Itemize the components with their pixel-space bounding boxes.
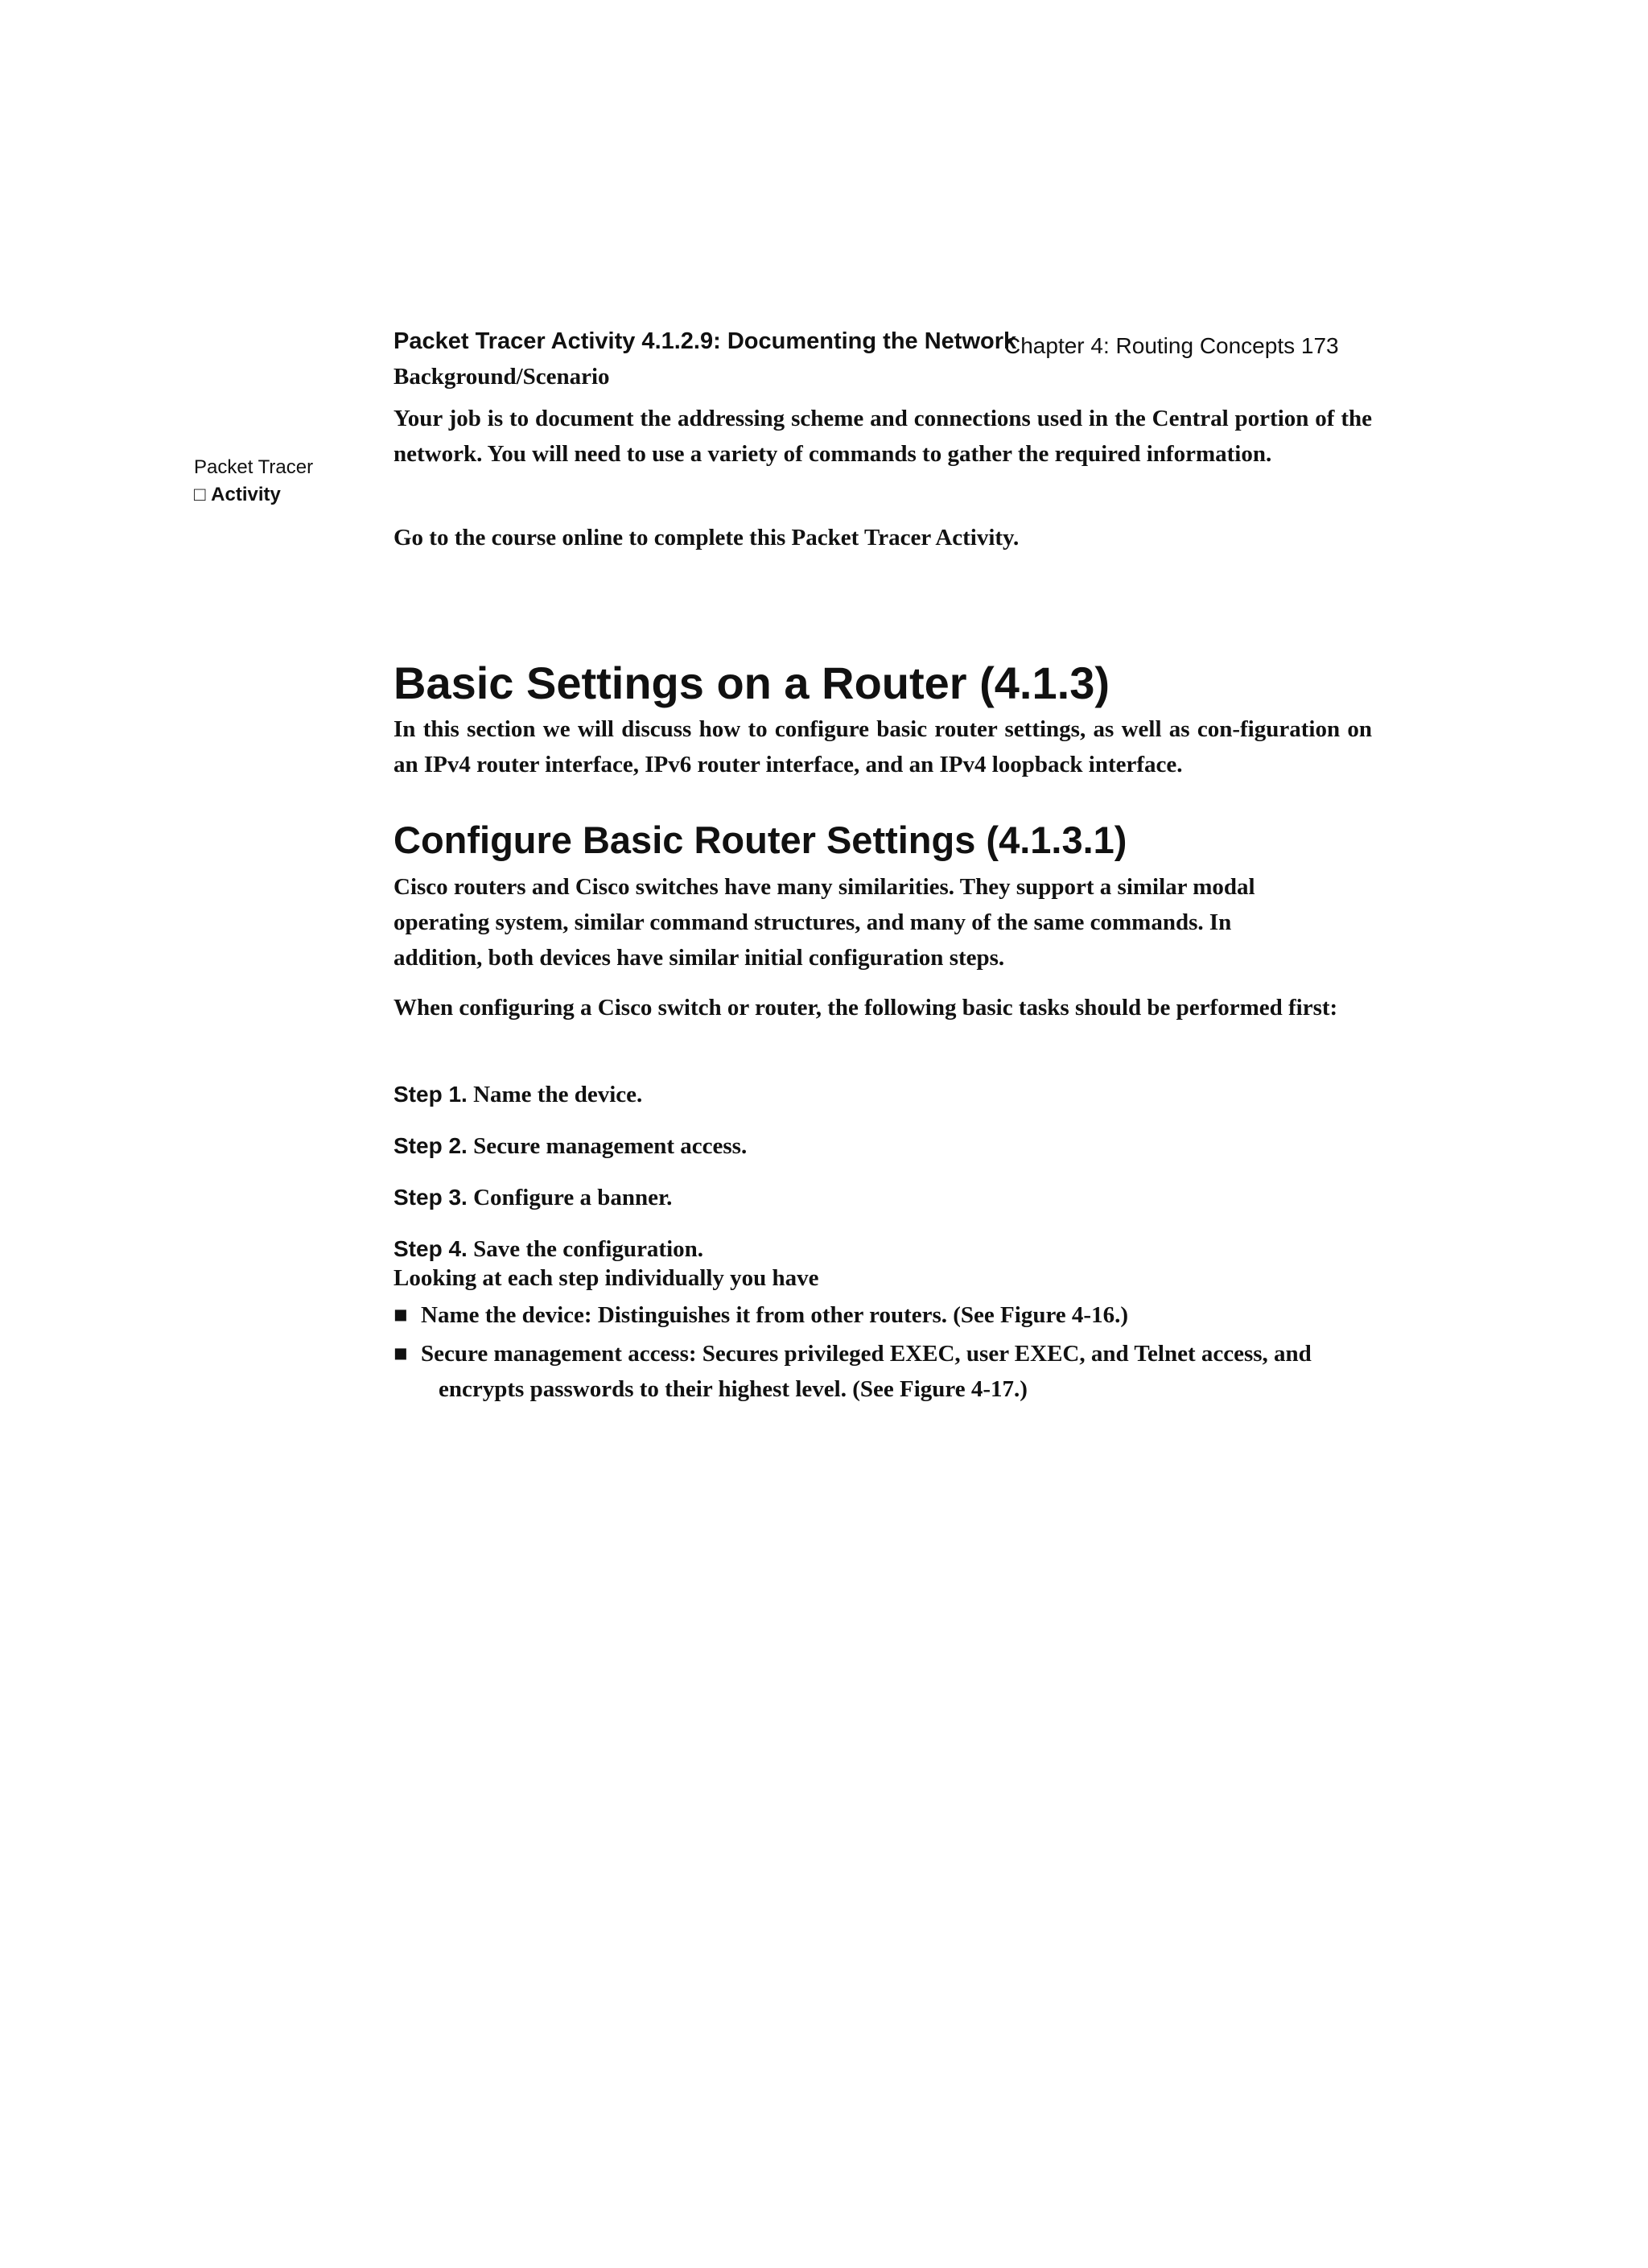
- step-label: Step 4.: [393, 1236, 468, 1261]
- online-paragraph: Go to the course online to complete this Packet Tracer Activity.: [393, 525, 1020, 551]
- chapter-header: Chapter 4: Routing Concepts 173: [1004, 333, 1339, 358]
- tasks-paragraph: When configuring a Cisco switch or router, the following basic tasks should be performed first:: [393, 995, 1338, 1021]
- background-subhead: Background/Scenario: [393, 364, 610, 390]
- margin-note-activity: Activity: [211, 484, 281, 505]
- activity-paragraph: Your job is to document the addressing scheme and connections used in the Central portion of the network. You will need to use a variety of commands to gather the required information.: [393, 406, 1372, 467]
- margin-note-line2: [194, 481, 313, 509]
- section-intro: In this section we will discuss how to configure basic router settings, as well as con-figuration on an IPv4 router interface, IPv6 router interface, and an IPv4 loopback interface.: [393, 716, 1372, 777]
- step-1: [393, 1082, 642, 1108]
- section-heading: Basic Settings on a Router (4.1.3): [393, 658, 1110, 708]
- list-item: [393, 1297, 1372, 1333]
- cisco-line-2: operating system, similar command structures, and many of the same commands. In: [393, 909, 1232, 935]
- looking-paragraph: Looking at each step individually you have: [393, 1265, 819, 1291]
- step-label: Step 3.: [393, 1185, 468, 1210]
- cisco-paragraph: [393, 869, 1372, 975]
- step-text: Secure management access.: [473, 1133, 748, 1159]
- square-bullet-icon: ■: [393, 1302, 408, 1328]
- step-text: Configure a banner.: [473, 1185, 673, 1210]
- bullet-text: Secure management access: Secures privileged EXEC, user EXEC, and Telnet access, and: [421, 1341, 1312, 1367]
- activity-title: Packet Tracer Activity 4.1.2.9: Documenting the Network: [393, 328, 1017, 354]
- step-2: [393, 1133, 747, 1160]
- step-4: [393, 1236, 703, 1263]
- margin-note-line1: Packet Tracer: [194, 456, 314, 478]
- step-text: Name the device.: [473, 1082, 643, 1107]
- activity-box-icon: □: [194, 484, 206, 505]
- step-label: Step 1.: [393, 1082, 468, 1107]
- bullet-list: [393, 1297, 1372, 1410]
- subsection-heading: Configure Basic Router Settings (4.1.3.1): [393, 819, 1127, 861]
- cisco-line-3: addition, both devices have similar initial configuration steps.: [393, 945, 1005, 971]
- list-item: [393, 1336, 1372, 1407]
- step-3: [393, 1185, 672, 1211]
- margin-note: [194, 454, 313, 509]
- bullet-text-continuation: encrypts passwords to their highest level. (See Figure 4-17.): [439, 1376, 1028, 1402]
- bullet-text: Name the device: Distinguishes it from other routers. (See Figure 4-16.): [421, 1302, 1128, 1328]
- step-label: Step 2.: [393, 1133, 468, 1158]
- step-text: Save the configuration.: [473, 1236, 704, 1262]
- square-bullet-icon: ■: [393, 1341, 408, 1367]
- cisco-line-1: Cisco routers and Cisco switches have many similarities. They support a similar modal: [393, 874, 1255, 900]
